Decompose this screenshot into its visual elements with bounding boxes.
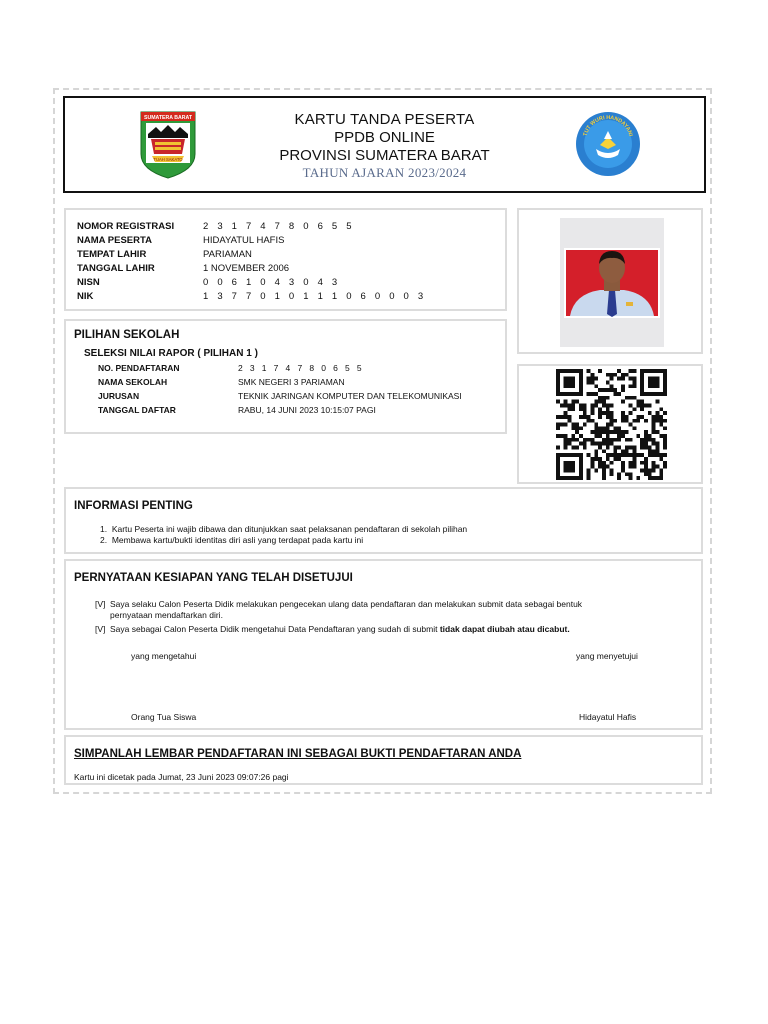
statement-item-2: [110, 624, 580, 635]
participant-identity-panel: [64, 208, 507, 311]
qr-code-icon: [553, 369, 670, 480]
value-birth-date: 1 NOVEMBER 2006: [203, 263, 290, 274]
emblem-top-text: SUMATERA BARAT: [143, 115, 193, 121]
emblem-banner-text: TUAH SAKATO: [153, 157, 183, 162]
right-signature-caption: yang menyetujui: [576, 651, 638, 661]
label-school-name: NAMA SEKOLAH: [98, 377, 168, 387]
emblem-motto: TUT WURI HANDAYANI: [582, 114, 634, 137]
label-nisn: NISN: [77, 277, 100, 288]
participant-photo: [560, 218, 664, 347]
value-school-name: SMK NEGERI 3 PARIAMAN: [238, 377, 345, 387]
qr-panel: [517, 364, 703, 484]
footer-panel: [64, 735, 703, 785]
statement-title: PERNYATAAN KESIAPAN YANG TELAH DISETUJUI: [74, 572, 353, 584]
readiness-statement-panel: [64, 559, 703, 730]
label-registration-no: NO. PENDAFTARAN: [98, 363, 180, 373]
info-item-1: 1. Kartu Peserta ini wajib dibawa dan ditunjukkan saat pelaksanan pendaftaran di sekolah pilihan: [100, 524, 468, 534]
value-registration-no: 2 3 1 7 4 7 8 0 6 5 5: [238, 363, 365, 373]
label-major: JURUSAN: [98, 391, 140, 401]
statement-item-2-bold: tidak dapat diubah atau dicabut.: [439, 624, 570, 634]
value-nisn: 0 0 6 1 0 4 3 0 4 3: [203, 277, 341, 288]
selection-subtitle: SELEKSI NILAI RAPOR ( PILIHAN 1 ): [84, 348, 258, 359]
statement-item-2-mark: [V]: [95, 624, 106, 634]
card-title: KARTU TANDA PESERTA: [294, 111, 475, 128]
value-registration-date: RABU, 14 JUNI 2023 10:15:07 PAGI: [238, 405, 376, 415]
footer-title: SIMPANLAH LEMBAR PENDAFTARAN INI SEBAGAI BUKTI PENDAFTARAN ANDA: [74, 748, 522, 760]
province-title: PROVINSI SUMATERA BARAT: [279, 147, 490, 164]
label-registration-number: NOMOR REGISTRASI: [77, 221, 175, 232]
label-birth-place: TEMPAT LAHIR: [77, 249, 147, 260]
value-nik: 1 3 7 7 0 1 0 1 1 1 0 6 0 0 0 3: [203, 291, 427, 302]
school-choice-panel: [64, 319, 507, 434]
portrait-image: [560, 218, 664, 347]
printed-timestamp: Kartu ini dicetak pada Jumat, 23 Juni 2023 09:07:26 pagi: [74, 772, 289, 782]
statement-item-1-mark: [V]: [95, 599, 106, 609]
value-major: TEKNIK JARINGAN KOMPUTER DAN TELEKOMUNIKASI: [238, 391, 462, 401]
card-header: [63, 96, 706, 193]
label-birth-date: TANGGAL LAHIR: [77, 263, 155, 274]
statement-item-1-text: Saya selaku Calon Peserta Didik melakukan pengecekan ulang data pendaftaran dan melakukan submit data sebagai bentuk pernyataan mendaftarkan diri.: [110, 599, 583, 620]
left-signer-name: Orang Tua Siswa: [131, 712, 197, 722]
info-item-1-text: Kartu Peserta ini wajib dibawa dan ditunjukkan saat pelaksanan pendaftaran di sekolah pilihan: [111, 524, 468, 534]
label-nik: NIK: [77, 291, 94, 302]
academic-year: TAHUN AJARAN 2023/2024: [302, 165, 467, 180]
important-info-panel: [64, 487, 703, 554]
value-registration-number: 2 3 1 7 4 7 8 0 6 5 5: [203, 221, 355, 232]
card-subtitle: PPDB ONLINE: [334, 129, 435, 146]
left-signature-caption: yang mengetahui: [131, 651, 197, 661]
label-registration-date: TANGGAL DAFTAR: [98, 405, 176, 415]
statement-item-2-text: Saya sebagai Calon Peserta Didik mengetahui Data Pendaftaran yang sudah di submit: [110, 624, 440, 634]
label-participant-name: NAMA PESERTA: [77, 235, 152, 246]
value-birth-place: PARIAMAN: [203, 249, 252, 260]
info-item-2-text: Membawa kartu/bukti identitas diri asli yang terdapat pada kartu ini: [111, 535, 364, 545]
value-participant-name: HIDAYATUL HAFIS: [203, 235, 285, 246]
tut-wuri-handayani-emblem-icon: [574, 111, 642, 177]
info-item-2: 2. Membawa kartu/bukti identitas diri asli yang terdapat pada kartu ini: [100, 535, 364, 545]
school-choice-title: PILIHAN SEKOLAH: [74, 329, 180, 341]
qr-modules: [556, 369, 667, 480]
right-signer-name: Hidayatul Hafis: [579, 712, 637, 722]
important-info-title: INFORMASI PENTING: [74, 500, 193, 512]
photo-panel: [517, 208, 703, 354]
